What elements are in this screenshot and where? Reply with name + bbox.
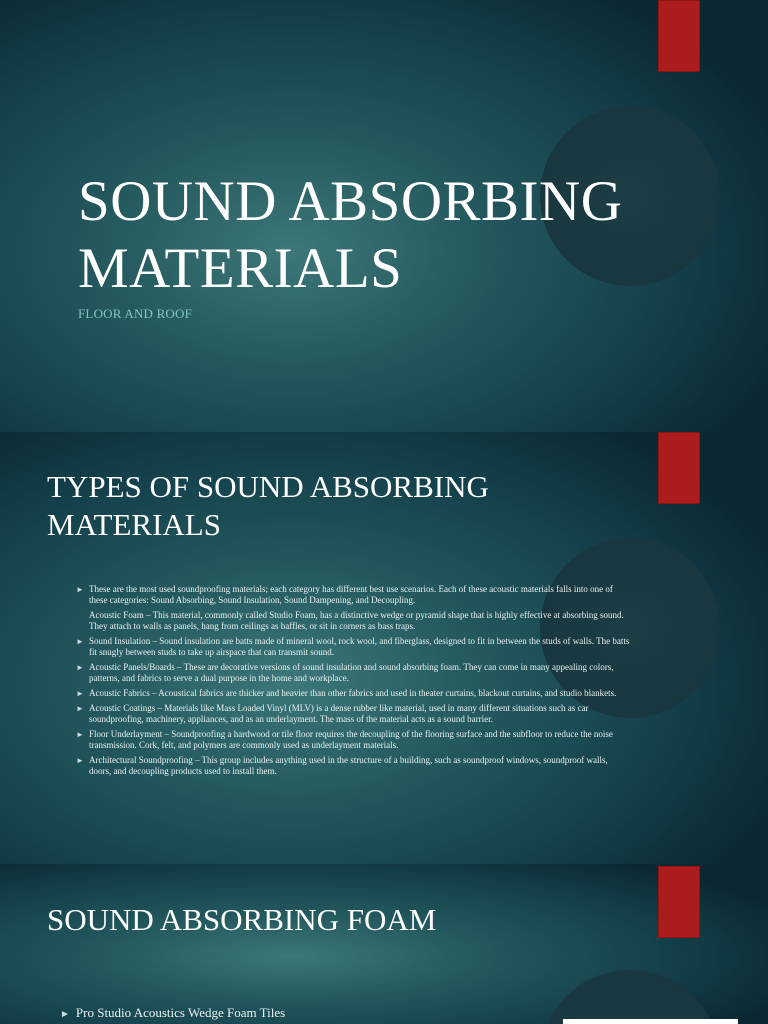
list-item <box>76 729 632 751</box>
list-item <box>76 610 632 632</box>
list-item <box>76 662 632 684</box>
slide-3 <box>0 864 768 1024</box>
list-item-text: Architectural Soundproofing – This group includes anything used in the structure of a building, such as soundproof windows, soundproof walls, doors, and decoupling products used to install them. <box>89 755 608 776</box>
slide-title <box>78 168 638 302</box>
bullet-list <box>76 584 632 781</box>
triangle-right-icon: ► <box>76 730 84 739</box>
triangle-right-icon: ► <box>60 1009 70 1020</box>
title-line-1: SOUND ABSORBING <box>78 170 623 233</box>
image-placeholder <box>563 1019 738 1024</box>
slide-1 <box>0 0 768 432</box>
triangle-right-icon: ► <box>76 585 84 594</box>
list-item <box>76 636 632 658</box>
list-item <box>60 1005 285 1023</box>
list-item-text: Acoustic Fabrics – Acoustical fabrics are thicker and heavier than other fabrics and used in theater curtains, blackout curtains, and studio blankets. <box>89 688 617 698</box>
triangle-right-icon: ► <box>76 704 84 713</box>
list-item <box>76 755 632 777</box>
decorative-circle <box>540 970 720 1024</box>
title-line-1: TYPES OF SOUND ABSORBING <box>47 469 489 504</box>
triangle-right-icon: ► <box>76 663 84 672</box>
list-item <box>76 584 632 606</box>
list-item-text: Pro Studio Acoustics Wedge Foam Tiles <box>75 1005 286 1020</box>
triangle-right-icon: ► <box>76 689 84 698</box>
triangle-right-icon: ► <box>76 637 84 646</box>
list-item-text: Acoustic Coatings – Materials like Mass Loaded Vinyl (MLV) is a dense rubber like material, used in many different situations such as car soundproofing, machinery, appliances, and as an underlayment. The mass of the material acts as a sound barrier. <box>89 703 589 724</box>
list-item-text: Floor Underlayment – Soundproofing a hardwood or tile floor requires the decoupling of the flooring surface and the subfloor to reduce the noise transmission. Cork, felt, and polymers are commonly used as underlayment materials. <box>89 729 613 750</box>
slide-subtitle: FLOOR AND ROOF <box>78 306 193 321</box>
list-item <box>76 703 632 725</box>
list-item-text: Acoustic Panels/Boards – These are decorative versions of sound insulation and sound absorbing foam. They can come in many appealing colors, patterns, and fabrics to serve a dual purpose in the home and workplace. <box>89 662 614 683</box>
accent-red-bar <box>658 866 700 938</box>
triangle-right-icon: ► <box>76 756 84 765</box>
title-line-2: MATERIALS <box>78 237 403 300</box>
list-item-text: Sound Insulation – Sound insulation are batts made of mineral wool, rock wool, and fiberglass, designed to fit in between the studs of walls. The batts fit snugly between studs to take up airspace that can transmit sound. <box>89 636 630 657</box>
accent-red-bar <box>658 0 700 72</box>
title-line-2: MATERIALS <box>47 507 221 542</box>
list-item <box>76 688 632 699</box>
list-item-text: These are the most used soundproofing materials; each category has different best use scenarios. Each of these acoustic materials falls into one of these categories: Sound Absorbing, Sound Insulation, Sound Dampening, and Decoupling. <box>89 584 613 605</box>
accent-red-bar <box>658 432 700 504</box>
slide-title: SOUND ABSORBING FOAM <box>47 902 437 937</box>
slide-title <box>47 468 607 544</box>
list-item-text: Acoustic Foam – This material, commonly called Studio Foam, has a distinctive wedge or pyramid shape that is highly effective at absorbing sound. They attach to walls as panels, hang from ceilings as baffles, or sit in corners as bass traps. <box>89 610 624 631</box>
